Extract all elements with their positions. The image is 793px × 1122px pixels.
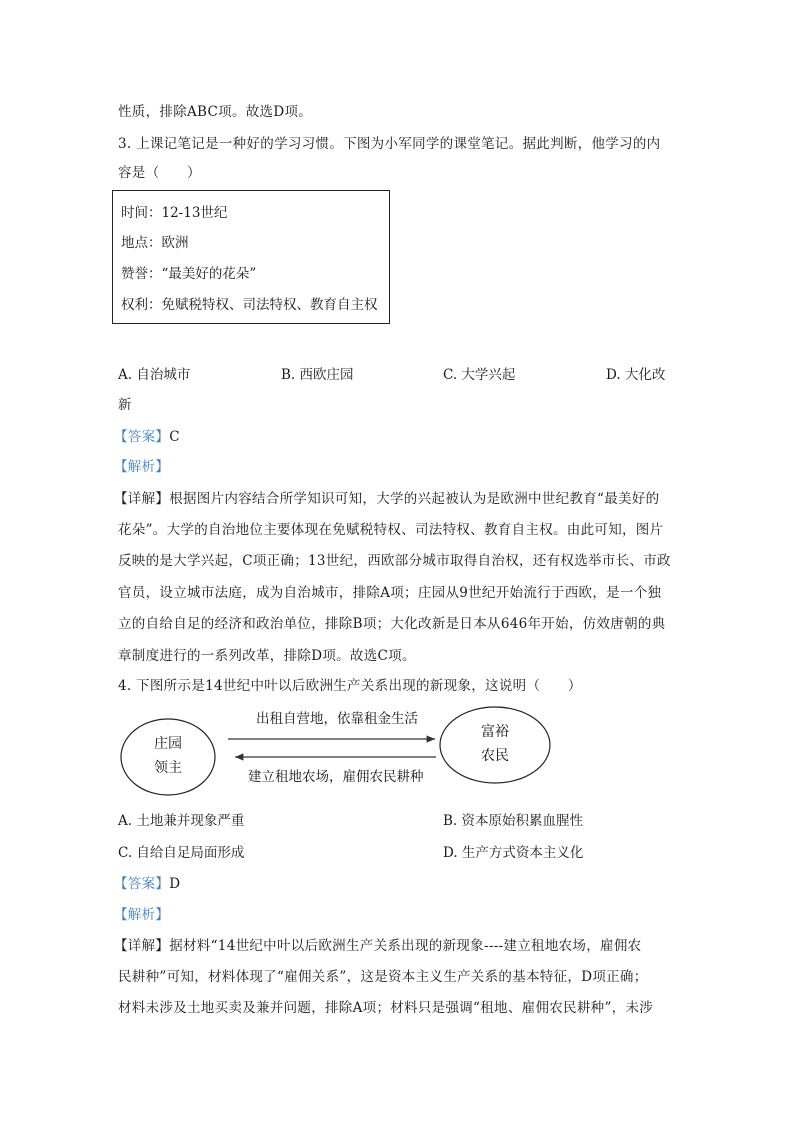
note-row-rights: 权利：免赋税特权、司法特权、教育自主权 xyxy=(121,297,378,313)
q4-detail-line-3: 材料未涉及土地买卖及兼并问题，排除A项；材料只是强调“租地、雇佣农民耕种”，未涉 xyxy=(118,1000,654,1016)
q3-detail-line-6: 章制度进行的一系列改革，排除D项。故选C项。 xyxy=(118,648,416,664)
q4-option-a: A. 土地兼并现象严重 xyxy=(118,813,245,829)
q3-option-d-wrap: 新 xyxy=(118,397,132,413)
note-row-time: 时间：12-13世纪 xyxy=(121,205,228,221)
q4-option-b: B. 资本原始积累血腥性 xyxy=(443,813,584,829)
q3-option-b: B. 西欧庄园 xyxy=(281,367,354,383)
top-arrow-label: 出租自营地，依靠租金生活 xyxy=(256,711,418,727)
detail-tag: 【详解】 xyxy=(114,938,170,954)
q4-detail-line-2: 民耕种”可知，材料体现了“雇佣关系”，这是资本主义生产关系的基本特征，D项正确； xyxy=(118,969,648,985)
q4-detail-line-1: 【详解】据材料“14世纪中叶以后欧洲生产关系出现的新现象----建立租地农场，雇佣农 xyxy=(114,938,642,954)
left-node-label: 庄园 领主 xyxy=(154,736,182,776)
q3-option-d: D. 大化改 xyxy=(606,367,666,383)
q4-relation-diagram xyxy=(110,700,570,800)
q3-stem-line-1: 3. 上课记笔记是一种好的学习习惯。下图为小军同学的课堂笔记。据此判断，他学习的内 xyxy=(118,136,661,152)
q3-option-c: C. 大学兴起 xyxy=(443,367,516,383)
q3-stem-line-2: 容是（ ） xyxy=(118,165,201,181)
q3-detail-line-5: 立的自给自足的经济和政治单位，排除B项；大化改新是日本从646年开始，仿效唐朝的典 xyxy=(118,616,666,632)
q3-answer xyxy=(114,429,180,445)
q3-detail-line-1: 【详解】根据图片内容结合所学知识可知，大学的兴起被认为是欧洲中世纪教育“最美好的 xyxy=(114,491,660,507)
q4-option-d: D. 生产方式资本主义化 xyxy=(443,845,584,861)
q3-option-a: A. 自治城市 xyxy=(118,367,191,383)
q3-detail-line-4: 官员，设立城市法庭，成为自治城市，排除A项；庄园从9世纪开始流行于西欧，是一个独 xyxy=(118,585,662,601)
right-node-label: 富裕 农民 xyxy=(481,724,509,764)
q3-detail-line-3: 反映的是大学兴起，C项正确；13世纪，西欧部分城市取得自治权，还有权选举市长、市政 xyxy=(118,553,671,569)
note-row-place: 地点：欧洲 xyxy=(121,235,189,251)
answer-tag: 【答案】 xyxy=(114,876,170,892)
detail-tag: 【详解】 xyxy=(114,491,170,507)
q3-class-note-box xyxy=(112,190,390,324)
answer-value: D xyxy=(169,876,181,892)
q3-detail-line-2: 花朵”。大学的自治地位主要体现在免赋税特权、司法特权、教育自主权。由此可知，图片 xyxy=(118,522,664,538)
bottom-arrow-label: 建立租地农场，雇佣农民耕种 xyxy=(248,769,424,785)
q4-stem: 4. 下图所示是14世纪中叶以后欧洲生产关系出现的新现象，这说明（ ） xyxy=(118,678,582,694)
previous-answer-tail: 性质，排除ABC项。故选D项。 xyxy=(118,104,313,120)
q3-analysis-tag: 【解析】 xyxy=(114,459,170,475)
answer-tag: 【答案】 xyxy=(114,429,170,445)
q4-answer xyxy=(114,876,180,892)
q4-option-c: C. 自给自足局面形成 xyxy=(118,845,245,861)
q4-analysis-tag: 【解析】 xyxy=(114,907,170,923)
note-row-praise: 赞誉：“最美好的花朵” xyxy=(121,266,257,282)
answer-value: C xyxy=(169,429,180,445)
